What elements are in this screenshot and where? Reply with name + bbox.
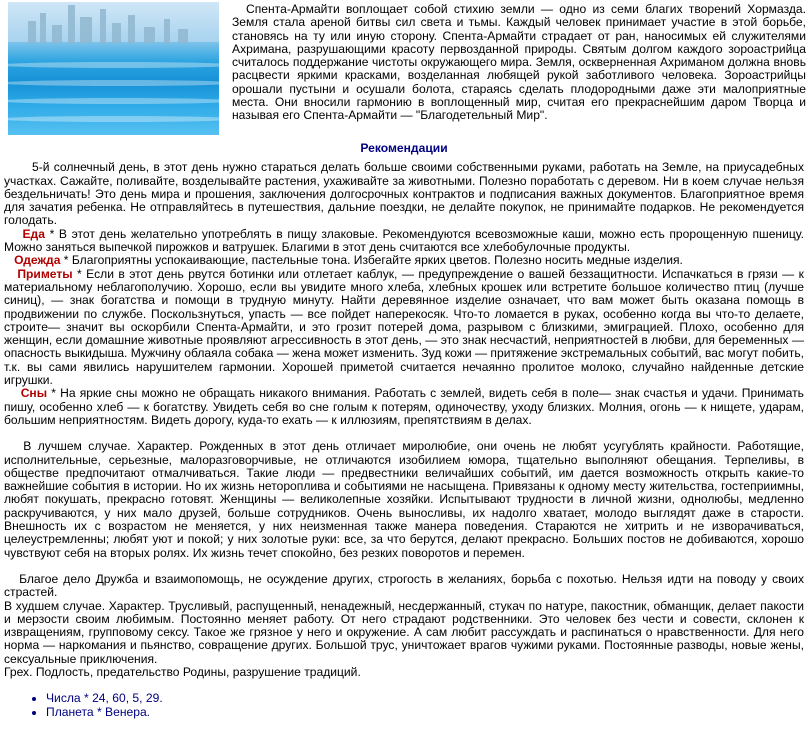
list-item-planet: • Планета * Венера. [46, 705, 804, 719]
character-best [4, 440, 804, 560]
character-best-text: В лучшем случае. Характер. Рожденных в этот день отличает миролюбие, они очень не любят усугублять крайности. Работящие, исполнительные, серьезные, малоразговорчивые, не отличаются изобилием юмора, тщательно выполняют обещания. Терпеливы, в обществе предпочитают отмалчиваться. Такие люди — предвестники величайших событий, им дается возможность открыть какие-то важнейшие события в истории. Но их жизнь нетороплива и событиями не насыщена. Привязаны к одному месту жительства, гостеприимны, любят покушать, прекрасно готовят. Женщины — великолепные хозяйки. Испытывают трудности в личной жизни, однолюбы, медленно раскручиваются, у них мало друзей, больше сотрудников. Очень выносливы, их надолго хватает, молодо выглядят даже в старости. Внешность их с возрастом не меняется, у них неизменная также манера поведения. Стараются не хитрить и не изворачиваться, целеустремленны; любят уют и покой; у них золотые руки: все, за что берутся, делают прекрасно. Больших постов не добиваются, хорошо чувствуют себя на вторых ролях. Их жизнь течет спокойно, без резких поворотов и перемен. [4, 439, 804, 560]
omens-text: * Если в этот день рвутся ботинки или отлетает каблук, — предупреждение о вашей беззащитности. Испачкаться в грязи — к материальному неблагополучию. Хорошо, если вы увидите много хлеба, хлебных крошек или встретите большое количество птиц (лучше синиц), — знак богатства и помощи в трудную минуту. Найти деревянное изделие означает, что вам может быть оказана помощь в продвижении по службе. Поскользнуться, упасть — все пойдет наперекосяк. Что-то ломается в руках, особенно когда вы что-то делаете, строите— значит вы оскорбили Спента-Армайти, и это грозит потерей дома, разрывом с близкими, эмиграцией. Плохо, особенно для женщин, если домашние животные проявляют агрессивность в этот день, — это знак несчастий, неприятностей в любви, для беременных — опасность выкидыша. Мужчину облаяла собака — жена может изменить. Зуд кожи — притяжение экстремальных событий, вас могут побить, т.к. вы сами явились нарушителем гармонии. Хорошей приметой считается нечаянно пролитое молоко, случайно найденные детские игрушки. [4, 266, 804, 388]
omens-paragraph [4, 268, 804, 388]
clothes-paragraph [4, 254, 804, 267]
dreams-paragraph [4, 387, 804, 427]
clothes-text: * Благоприятны успокаивающие, пастельные тона. Избегайте ярких цветов. Полезно носить медные изделия. [63, 253, 683, 268]
intro-section [4, 0, 804, 138]
dreams-text: * На яркие сны можно не обращать никакого внимания. Работать с землей, видеть себя в поле— знак счастья и удачи. Принимать пишу, особенно хлеб — к богатству. Увидеть себя во сне голым к потерям, одиночеству, уходу близких. Молния, огонь — к нищете, ударам, большим неприятностям. Видеть дорогу, куда-то ехать — к иллюзиям, препятствиям в делах. [4, 386, 804, 427]
city-waterfront-image [8, 2, 219, 135]
intro-text: Спента-Армайти воплощает собой стихию земли — одно из семи благих творений Хормазда. Земля стала ареной битвы сил света и тьмы. Каждый человек принимает участие в этой борьбе, становясь на ту или иную сторону. Спента-Армайти страдает от ран, наносимых ей служителями Ахримана, разрушающими красоту первозданной природы. Святым долгом каждого зороастрийца считалось поддержание чистоты окружающего мира. Земля, оскверненная Ахриманом должна вновь расцвести яркими красками, возделанная любящей рукой заботливого человека. Зороастрийцы орошали пустыни и осушали болота, стараясь сделать плодородными даже эти малоприятные места. Они вносили гармонию в воплощенный мир, считая его прекраснейшим даром Творца и называя его Спента-Армайти — "Благодетельный Мир". [232, 2, 806, 123]
food-paragraph [4, 228, 804, 255]
sin: Грех. Подлость, предательство Родины, разрушение традиций. [4, 664, 361, 679]
omens-label: Приметы [17, 266, 73, 281]
food-label: Еда [22, 226, 45, 241]
good-deeds-text: Благое дело Дружба и взаимопомощь, не осуждение других, строгость в желаниях, борьба с похотью. Нельзя идти на поводу у своих страстей. [4, 571, 804, 600]
recommendations-title: Рекомендации [360, 141, 448, 155]
list-item-numbers: • Числа * 24, 60, 5, 29. [46, 691, 804, 705]
attributes-list [4, 691, 804, 719]
clothes-label: Одежда [14, 253, 61, 268]
food-text: * В этот день желательно употреблять в пищу злаковые. Рекомендуются всевозможные каши, можно есть пророщенную пшеницу. Можно заняться выпечкой пирожков и ватрушек. Благими в этот день считаются все хлебобулочные продукты. [4, 226, 804, 255]
character-worst: В худшем случае. Характер. Трусливый, распущенный, ненадежный, несдержанный, стукач по натуре, пакостник, обманщик, делает пакости и мерзости своим любимым. Постоянно меняет работу. От него страдают родственники. Это человек без чести и совести, склонен к извращениям, групповому сексу. Такое же грязное у него и окружение. А сам любит рассуждать и распинаться о нравственности. Для него норма — наркомания и пьянство, совращение других. Большой трус, уничтожает врагов чужими руками. Постоянные разводы, новые жены, сексуальные приключения. [4, 598, 804, 666]
dreams-label: Сны [20, 386, 48, 401]
recommendations-general: 5-й солнечный день, в этот день нужно стараться делать больше своими собственными руками, работать на Земле, на приусадебных участках. Сажайте, поливайте, возделывайте растения, ухаживайте за животными. Полезно поработать с деревом. Ни в коем случае нельзя бездельничать! Это день мира и прошения, заключения долгосрочных контрактов и подписания важных документов. Благоприятное время для зачатия ребенка. Не отправляйтесь в путешествия, дальние поездки, не делайте покупок, не принимайте подарков. Не рекомендуется голодать. [4, 160, 804, 228]
good-deeds [4, 573, 804, 600]
